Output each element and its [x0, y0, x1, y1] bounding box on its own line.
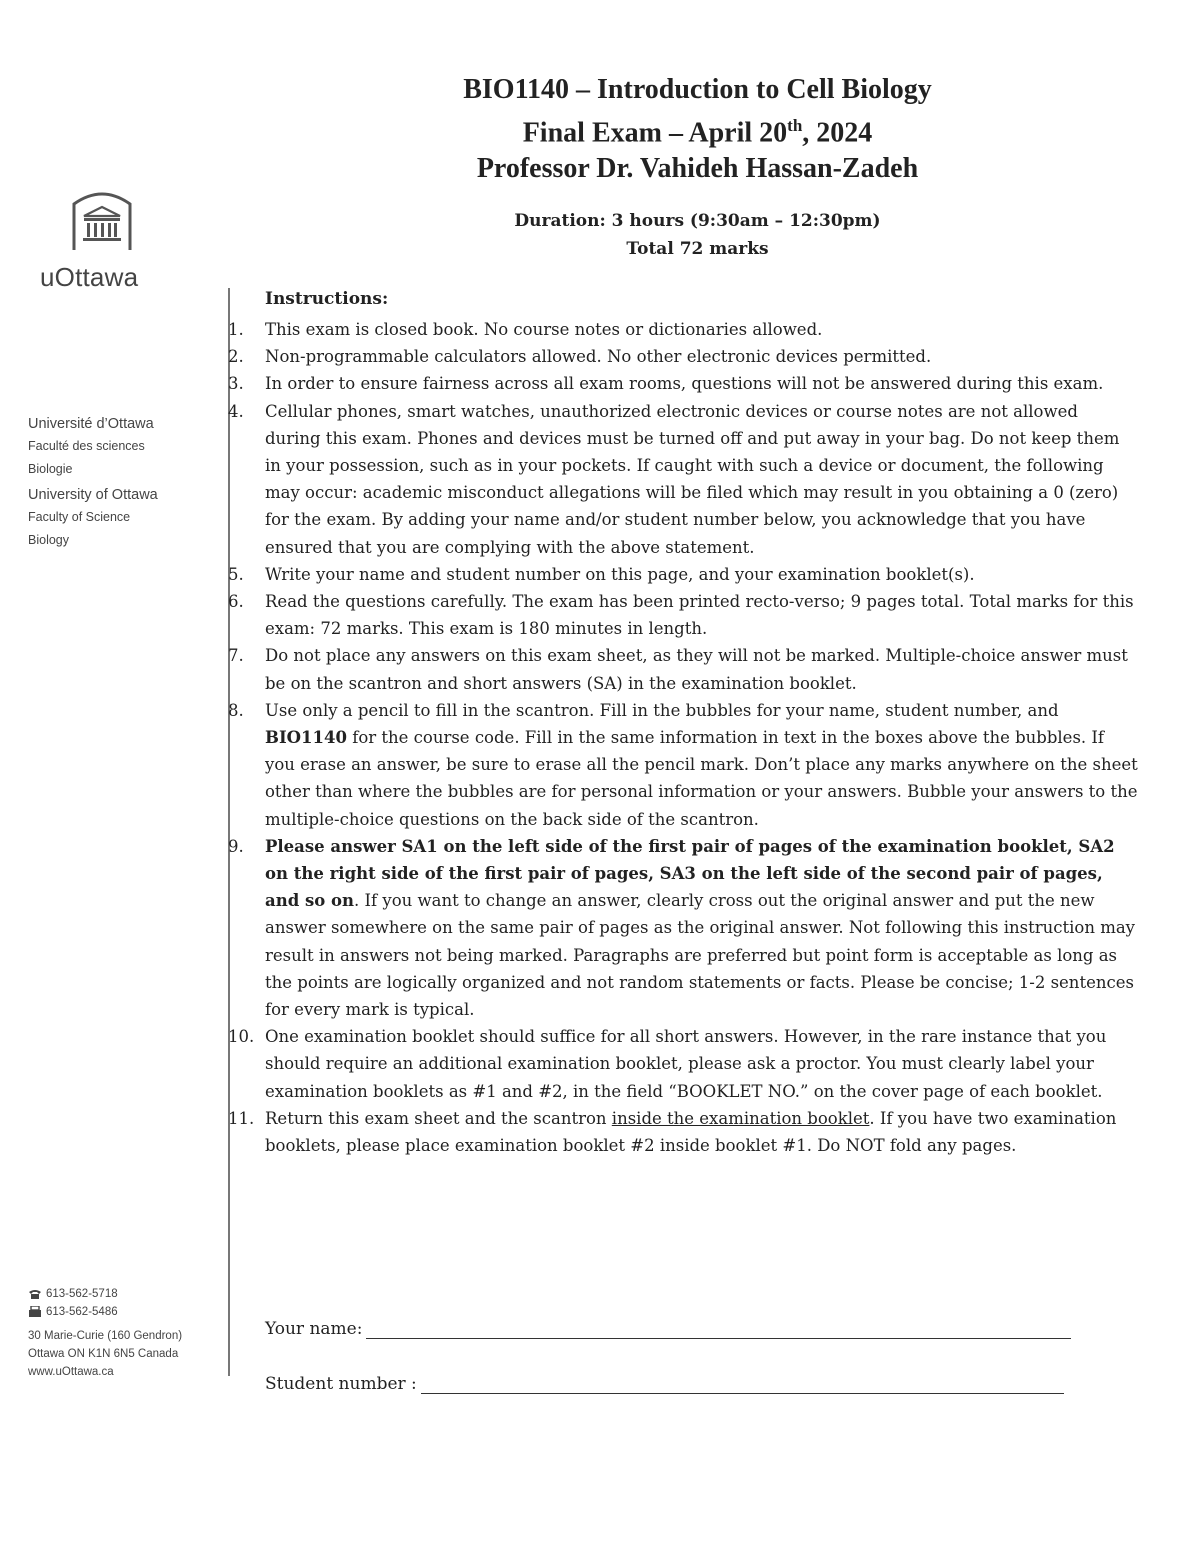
student-number-field: [265, 1373, 1064, 1394]
instruction-item: 11. Return this exam sheet and the scantron inside the examination booklet. If you have two examination booklets, please place examination booklet #2 inside booklet #1. Do NOT fold any pages.: [228, 1108, 1117, 1156]
name-label: Your name:: [265, 1319, 363, 1339]
address-line-2: Ottawa ON K1N 6N5 Canada: [28, 1348, 179, 1360]
instruction-item: 6. Read the questions carefully. The exam has been printed recto-verso; 9 pages total. Total marks for this exam: 72 marks. This exam is 180 minutes in length.: [228, 592, 1134, 639]
instruction-item: 1. This exam is closed book. No course notes or dictionaries allowed.: [228, 320, 823, 339]
instructions-list: [228, 316, 1138, 1159]
instruction-item: 2. Non-programmable calculators allowed. No other electronic devices permitted.: [228, 347, 932, 367]
uottawa-building-logo: [70, 180, 134, 252]
website-link[interactable]: www.uOttawa.ca: [28, 1366, 114, 1378]
name-field: [265, 1318, 1071, 1339]
name-blank[interactable]: [366, 1318, 1071, 1339]
instruction-item: 10. One examination booklet should suffice for all short answers. However, in the rare instance that you should require an additional examination booklet, please ask a proctor. You must clearly label your examination booklets as #1 and #2, in the field “BOOKLET NO.” on the cover page of each booklet.: [228, 1027, 1107, 1101]
instruction-item: 5. Write your name and student number on this page, and your examination booklet(s).: [228, 564, 975, 584]
phone-number: 613-562-5718: [46, 1288, 118, 1300]
exam-total-marks: Total 72 marks: [626, 239, 769, 259]
student-number-label: Student number :: [265, 1374, 417, 1394]
en-faculty-name: Faculty of Science: [28, 510, 131, 524]
instruction-item: 9. Please answer SA1 on the left side of the first pair of pages of the examination booklet, SA2 on the right side of the first pair of pages, SA3 on the left side of the second pair of pages, and so on. If you want to change an answer, clearly cross out the original answer and put the new answer somewhere on the same pair of pages as the original answer. Not following this instruction may result in answers not being marked. Paragraphs are preferred but point form is acceptable as long as the points are logically organized and not random statements or facts. Please be concise; 1-2 sentences for every mark is typical.: [228, 836, 1135, 1020]
exam-meta: [300, 207, 1095, 263]
instruction-item: 4. Cellular phones, smart watches, unauthorized electronic devices or course notes are not allowed during this exam. Phones and devices must be turned off and put away in your bag. Do not keep them in your possession, such as in your pockets. If caught with such a device or document, the following may occur: academic misconduct allegations will be filed which may result in you obtaining a 0 (zero) for the exam. By adding your name and/or student number below, you acknowledge that you have ensured that you are complying with the above statement.: [228, 401, 1120, 557]
course-title: BIO1140 – Introduction to Cell Biology: [463, 74, 932, 105]
exam-date: Final Exam – April 20th, 2024: [522, 116, 873, 149]
professor-name: Professor Dr. Vahideh Hassan-Zadeh: [476, 153, 919, 185]
fax-icon: [28, 1306, 42, 1318]
fr-department-name: Biologie: [28, 462, 73, 476]
fr-university-name: Université d’Ottawa: [28, 416, 154, 432]
exam-duration: Duration: 3 hours (9:30am – 12:30pm): [514, 211, 881, 231]
address-line-1: 30 Marie-Curie (160 Gendron): [28, 1330, 183, 1342]
en-university-name: University of Ottawa: [28, 487, 158, 503]
instruction-item: 3. In order to ensure fairness across all exam rooms, questions will not be answered during this exam.: [228, 374, 1104, 394]
instructions-title: Instructions:: [265, 289, 389, 309]
exam-header: [300, 72, 1095, 187]
instruction-item: 8. Use only a pencil to fill in the scantron. Fill in the bubbles for your name, student number, and BIO1140 for the course code. Fill in the same information in text in the boxes above the bubbles. If you erase an answer, be sure to erase all the pencil mark. Don’t place any marks anywhere on the sheet other than where the bubbles are for personal information or your answers. Bubble your answers to the multiple-choice questions on the back side of the scantron.: [228, 700, 1138, 829]
instruction-item: 7. Do not place any answers on this exam sheet, as they will not be marked. Multiple-choice answer must be on the scantron and short answers (SA) in the examination booklet.: [228, 646, 1128, 693]
contact-block: [28, 1285, 182, 1381]
en-department-name: Biology: [28, 533, 69, 547]
fr-faculty-name: Faculté des sciences: [28, 439, 145, 453]
fax-number: 613-562-5486: [46, 1306, 118, 1318]
uottawa-wordmark: uOttawa: [40, 262, 139, 292]
phone-icon: [28, 1288, 42, 1300]
student-number-blank[interactable]: [421, 1373, 1064, 1394]
